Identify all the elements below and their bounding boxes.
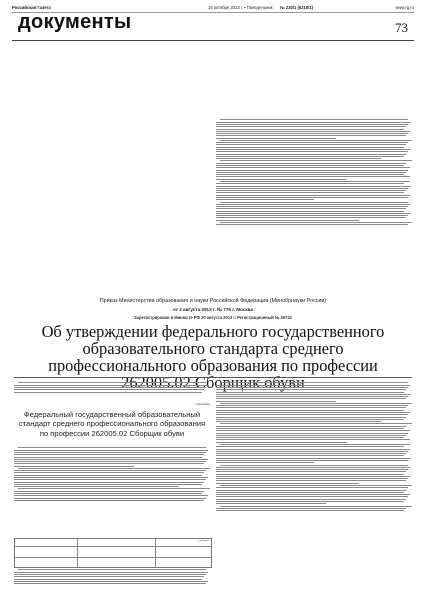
fine-print-line: [216, 499, 406, 500]
fine-print-line: [18, 447, 206, 448]
issue-number: № 230/1 (6210/1): [280, 5, 314, 10]
fine-print-line: [220, 202, 408, 203]
fine-print-line: [216, 455, 404, 456]
fine-print-line: [216, 449, 410, 450]
fine-print-line: [18, 569, 206, 570]
fine-print-line: [216, 220, 359, 221]
fine-print-line: [216, 435, 406, 436]
section-title: документы: [18, 11, 132, 33]
appendix-label: Приложение: [196, 403, 210, 406]
fine-print-line: [216, 188, 408, 189]
fine-print-line: [14, 389, 204, 390]
fine-print-line: [216, 433, 408, 434]
fine-print-line: [216, 426, 406, 427]
website: www.rg.ru: [395, 5, 414, 10]
fine-print-line: [14, 450, 208, 451]
fine-print-line: [216, 490, 406, 491]
fine-print-line: [14, 495, 208, 496]
fine-print-line: [216, 147, 404, 148]
fine-print-order-body: [14, 381, 210, 403]
fine-print-line: [216, 478, 408, 479]
fine-print-line: [216, 430, 410, 431]
fine-print-line: [216, 190, 406, 191]
fine-print-line: [220, 160, 412, 161]
fine-print-line: [216, 149, 410, 150]
table-caption: Таблица 1: [198, 540, 209, 542]
fine-print-line: [216, 208, 406, 209]
fine-print-line: [14, 459, 208, 460]
fine-print-left-bottom: [14, 568, 210, 594]
fine-print-line: [14, 579, 202, 580]
fine-print-line: [220, 140, 412, 141]
fine-print-line: [216, 412, 410, 413]
fine-print-line: [216, 508, 406, 509]
fine-print-line: [220, 506, 412, 507]
fine-print-line: [216, 494, 410, 495]
fine-print-line: [216, 439, 410, 440]
fine-print-line: [216, 176, 410, 177]
fine-print-line: [216, 469, 408, 470]
fine-print-line: [216, 224, 408, 225]
issue-date: 16 октября 2013 г. • Понедельник: [208, 5, 273, 10]
fine-print-line: [220, 382, 408, 383]
fine-print-line: [216, 446, 404, 447]
fine-print-line: [220, 403, 412, 404]
fine-print-line: [216, 387, 408, 388]
fine-print-line: [220, 423, 412, 424]
fine-print-line: [216, 135, 406, 136]
fine-print-line: [14, 461, 206, 462]
fine-print-line: [216, 217, 406, 218]
fine-print-line: [14, 457, 202, 458]
fine-print-line: [216, 156, 404, 157]
fine-print-line: [14, 491, 204, 492]
fine-print-line: [216, 437, 404, 438]
fine-print-line: [216, 138, 336, 139]
fine-print-line: [14, 385, 208, 386]
fine-print-top-right: [216, 118, 412, 294]
fine-print-line: [216, 410, 404, 411]
fine-print-line: [216, 197, 408, 198]
fine-print-line: [14, 482, 204, 483]
fine-print-line: [216, 474, 404, 475]
fine-print-left-column: [14, 446, 210, 536]
fine-print-line: [216, 405, 408, 406]
fine-print-line: [14, 574, 206, 575]
fine-print-line: [220, 485, 412, 486]
fine-print-line: [220, 222, 412, 223]
fine-print-line: [14, 452, 206, 453]
fine-print-line: [216, 398, 406, 399]
fine-print-line: [216, 414, 408, 415]
fine-print-line: [18, 382, 206, 383]
fine-print-line: [216, 167, 410, 168]
fine-print-line: [216, 483, 359, 484]
fine-print-line: [216, 503, 326, 504]
fine-print-line: [14, 463, 204, 464]
fine-print-line: [216, 421, 381, 422]
fine-print-line: [14, 477, 208, 478]
fine-print-line: [216, 496, 408, 497]
fine-print-line: [216, 124, 408, 125]
fine-print-line: [216, 451, 408, 452]
fine-print-line: [216, 442, 347, 443]
fine-print-line: [14, 500, 204, 501]
fine-print-line: [14, 472, 204, 473]
standard-title: Федеральный государственный образовательный стандарт среднего профессионального образования по профессии 262005.02 Сборщик обуви: [18, 410, 206, 438]
fine-print-line: [216, 172, 406, 173]
fine-print-line: [216, 163, 406, 164]
fine-print-right-column: [216, 381, 412, 594]
fine-print-line: [14, 392, 202, 393]
fine-print-line: [14, 454, 204, 455]
headline-rule: [14, 377, 412, 378]
fine-print-line: [216, 501, 404, 502]
fine-print-line: [220, 444, 410, 445]
fine-print-line: [216, 154, 406, 155]
fine-print-line: [14, 387, 206, 388]
fine-print-line: [216, 480, 406, 481]
fine-print-line: [216, 170, 408, 171]
order-headline: Об утверждении федерального государственного образовательного стандарта среднего профессионального образования по профессии 262005.02 Сборщик обуви: [41, 322, 385, 392]
fine-print-line: [216, 417, 406, 418]
fine-print-line: [216, 211, 404, 212]
fine-print-line: [216, 151, 408, 152]
fine-print-line: [216, 389, 406, 390]
fine-print-line: [14, 479, 206, 480]
fine-print-line: [216, 158, 381, 159]
fine-print-line: [216, 165, 404, 166]
header-rule: [12, 40, 414, 41]
publication-name: Российская Газета: [12, 5, 51, 10]
fine-print-line: [216, 462, 314, 463]
fine-print-line: [216, 133, 408, 134]
fine-print-line: [216, 129, 404, 130]
fine-print-line: [14, 572, 208, 573]
fine-print-line: [14, 475, 202, 476]
fine-print-line: [14, 486, 179, 487]
fine-print-line: [14, 581, 208, 582]
fine-print-line: [216, 192, 404, 193]
fine-print-line: [216, 453, 406, 454]
fine-print-line: [216, 385, 410, 386]
order-registration: Зарегистрирован в Минюсте РФ 20 августа 2013 г. Регистрационный № 29742: [134, 315, 292, 320]
fine-print-line: [14, 498, 206, 499]
programme-table: [14, 538, 212, 568]
fine-print-line: [216, 394, 410, 395]
fine-print-line: [216, 183, 404, 184]
fine-print-line: [216, 419, 404, 420]
fine-print-line: [14, 493, 202, 494]
order-intro: Приказ Министерства образования и науки Российской Федерации (Минобрнауки России): [99, 298, 327, 304]
fine-print-line: [216, 122, 410, 123]
fine-print-line: [14, 583, 206, 584]
page-number: 73: [395, 20, 408, 35]
fine-print-line: [220, 181, 410, 182]
fine-print-line: [216, 392, 404, 393]
fine-print-line: [14, 576, 204, 577]
fine-print-line: [18, 488, 210, 489]
fine-print-line: [18, 468, 210, 469]
fine-print-line: [220, 465, 408, 466]
fine-print-line: [216, 199, 314, 200]
fine-print-line: [216, 407, 406, 408]
fine-print-line: [14, 466, 134, 467]
fine-print-line: [216, 471, 406, 472]
fine-print-line: [216, 492, 404, 493]
fine-print-line: [216, 487, 408, 488]
fine-print-line: [216, 401, 336, 402]
fine-print-line: [216, 204, 410, 205]
fine-print-line: [216, 174, 404, 175]
fine-print-line: [216, 142, 408, 143]
fine-print-line: [216, 458, 410, 459]
fine-print-line: [216, 186, 410, 187]
fine-print-line: [216, 131, 410, 132]
fine-print-line: [220, 119, 408, 120]
fine-print-line: [216, 215, 408, 216]
fine-print-line: [216, 396, 408, 397]
fine-print-line: [216, 213, 410, 214]
fine-print-line: [216, 476, 410, 477]
fine-print-line: [14, 470, 206, 471]
fine-print-line: [216, 126, 406, 127]
fine-print-line: [14, 484, 202, 485]
fine-print-line: [216, 467, 410, 468]
fine-print-line: [216, 144, 406, 145]
fine-print-line: [216, 195, 410, 196]
fine-print-line: [216, 179, 347, 180]
fine-print-line: [216, 460, 408, 461]
fine-print-line: [216, 428, 404, 429]
fine-print-line: [216, 510, 404, 511]
order-date-number: от 2 августа 2013 г. № 776 г. Москва: [172, 307, 253, 312]
fine-print-line: [216, 206, 408, 207]
